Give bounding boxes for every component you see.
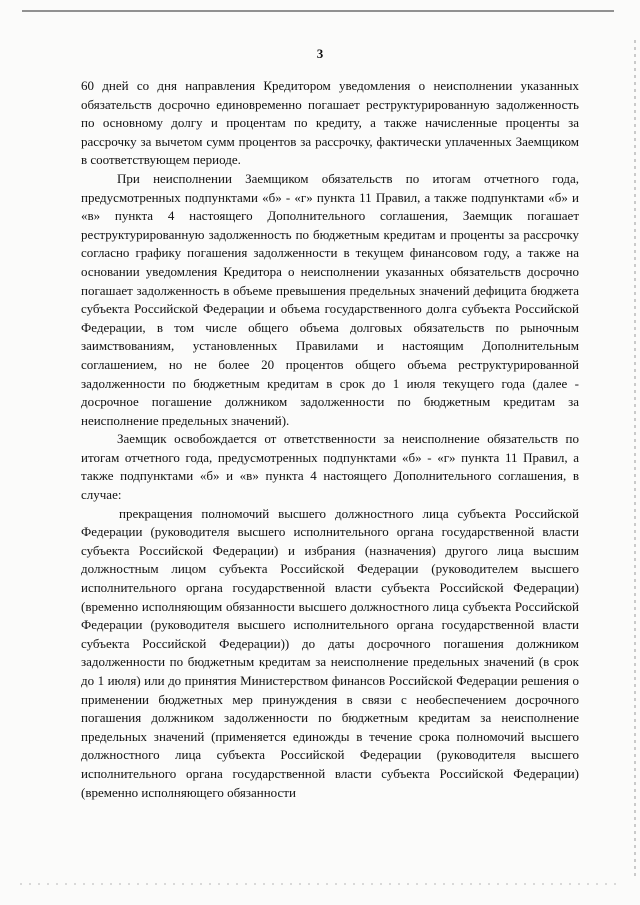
- paragraph-nonfulfillment: При неисполнении Заемщиком обязательств по итогам отчетного года, предусмотренных подпунктами «б» - «г» пункта 11 Правил, а также подпунктами «б» и «в» пункта 4 настоящего Дополнительного соглашения, Заемщик погашает реструктурированную задолженность по бюджетным кредитам и проценты за рассрочку согласно графику погашения задолженности в текущем финансовом году, а также на основании уведомления Кредитора о неисполнении указанных обязательств досрочно погашает задолженность в объеме превышения предельных значений дефицита бюджета субъекта Российской Федерации и объема государственного долга субъекта Российской Федерации, в том числе общего объема долговых обязательств по рыночным заимствованиям, установленных Правилами и настоящим Дополнительным соглашением, но не более 20 процентов общего объема реструктурированной задолженности по бюджетным кредитам в срок до 1 июля текущего года (далее - досрочное погашение должником задолженности по бюджетным кредитам за неисполнение предельных значений).: [81, 170, 579, 428]
- scan-right-edge: [634, 40, 636, 880]
- paragraph-termination-of-powers: прекращения полномочий высшего должностного лица субъекта Российской Федерации (руководителя высшего исполнительного органа государственной власти субъекта Российской Федерации) и избрания (назначения) другого лица высшим должностным лицом субъекта Российской Федерации (руководителем высшего исполнительного органа государственной власти субъекта Российской Федерации) (временно исполняющим обязанности высшего должностного лица субъекта Российской Федерации (руководителя высшего исполнительного органа государственной власти субъекта Российской Федерации)) до даты досрочного погашения должником задолженности по бюджетным кредитам за неисполнение предельных значений (в срок до 1 июля) или до принятия Министерством финансов Российской Федерации решения о применении бюджетных мер принуждения в связи с необеспечением досрочного погашения должником задолженности по бюджетным кредитам за неисполнение предельных значений (применяется единожды в течение срока полномочий высшего должностного лица субъекта Российской Федерации (руководителя высшего исполнительного органа государственной власти субъекта Российской Федерации) (временно исполняющего обязанности: [81, 505, 579, 800]
- page-number: 3: [316, 46, 324, 61]
- document-body: [81, 77, 579, 802]
- paragraph-continuation: 60 дней со дня направления Кредитором уведомления о неисполнении указанных обязательств досрочно единовременно погашает реструктурированную задолженность по основному долгу и процентам по кредиту, а также начисленные проценты за рассрочку за вычетом сумм процентов за рассрочку, фактически уплаченных Заемщиком в соответствующем периоде.: [81, 78, 579, 168]
- scan-top-edge: [22, 10, 614, 12]
- scan-bottom-edge: [20, 883, 620, 885]
- paragraph-exemption: Заемщик освобождается от ответственности за неисполнение обязательств по итогам отчетного года, предусмотренных подпунктами «б» - «г» пункта 11 Правил, а также подпунктами «б» и «в» пункта 4 настоящего Дополнительного соглашения, в случае:: [81, 431, 579, 503]
